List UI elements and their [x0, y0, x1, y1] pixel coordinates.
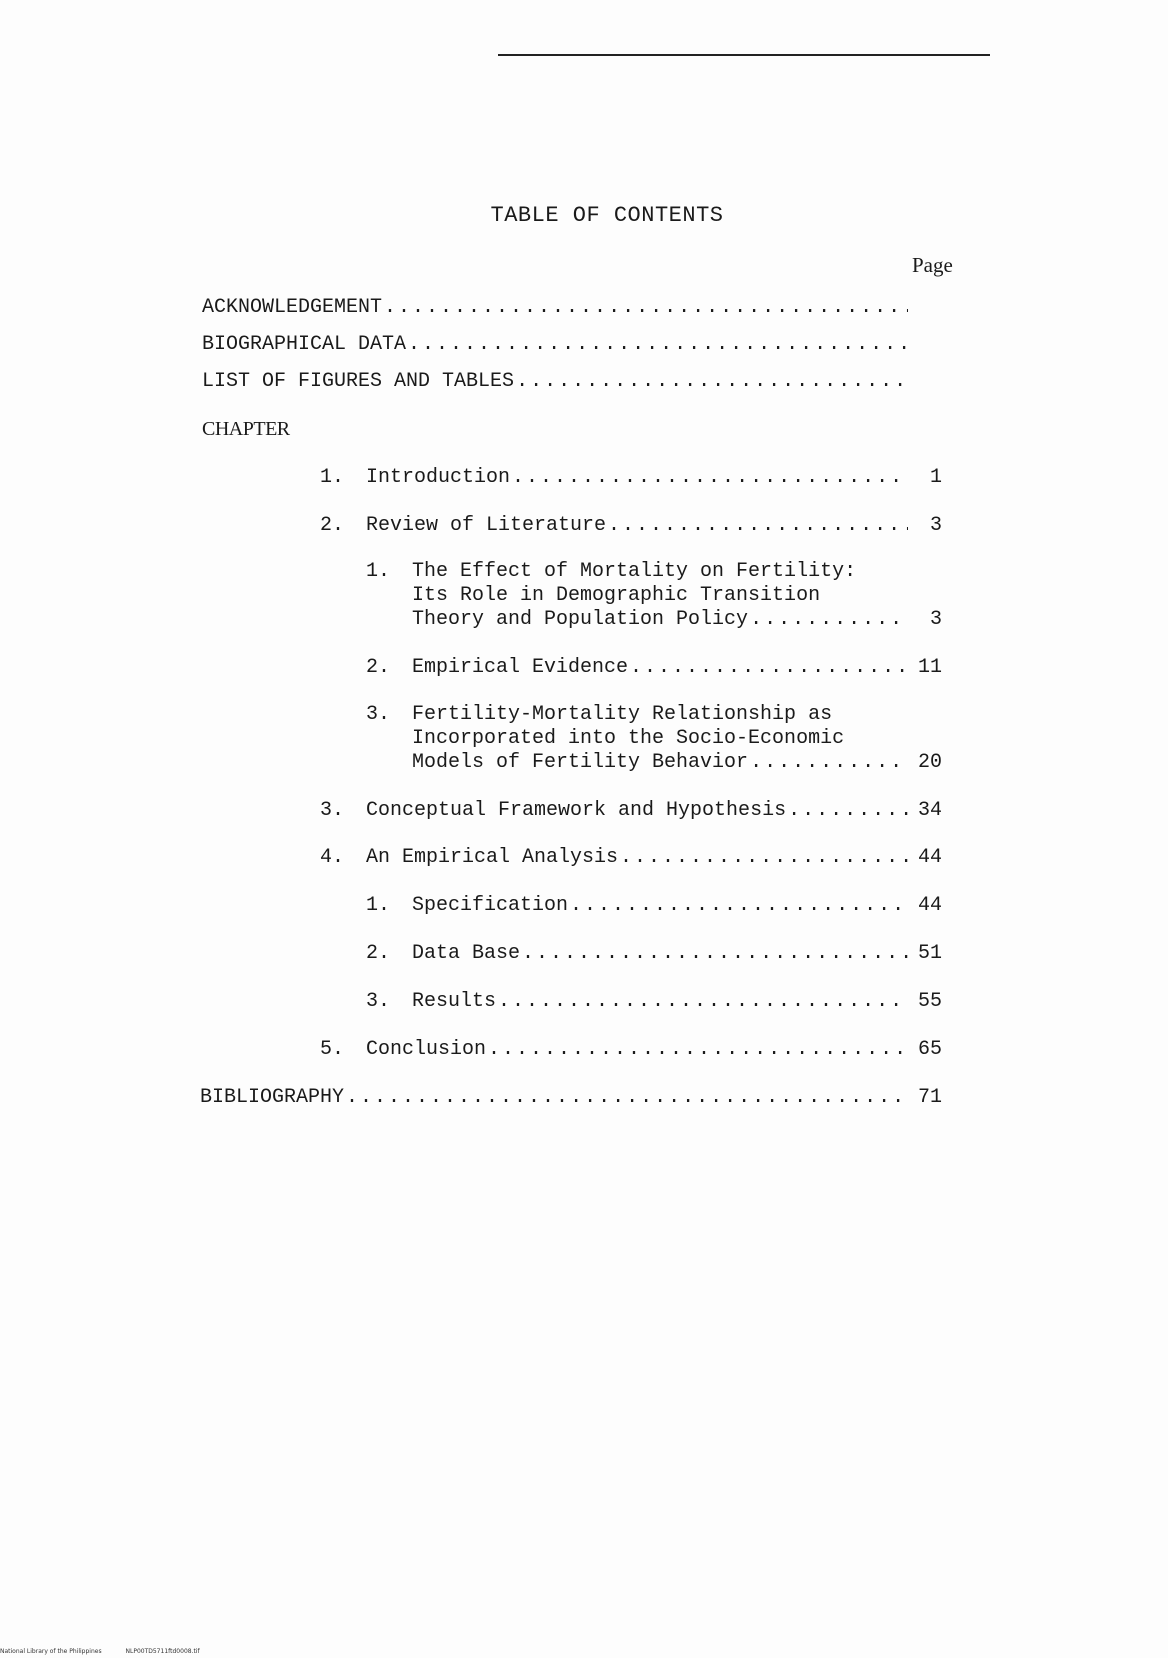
page-number: 34 [917, 799, 942, 822]
entry-number: 1. [320, 466, 345, 489]
entry-number: 4. [320, 846, 345, 869]
toc-entry-chapter-4 [320, 846, 908, 869]
toc-entry-label: Introduction [366, 466, 511, 489]
leader-dots [788, 799, 908, 822]
footer-filename: NLP00TD5711ftd0008.tif [125, 1648, 200, 1655]
leader-dots [608, 514, 908, 537]
toc-entry-chapter-3 [320, 799, 908, 822]
chapter-heading: CHAPTER [202, 418, 290, 440]
page-number: 11 [917, 656, 942, 679]
toc-entry-section-4-1 [366, 894, 908, 917]
toc-entry-section-2-3 [366, 703, 412, 727]
toc-entry-section-4-3 [366, 990, 908, 1013]
entry-number: 3. [366, 703, 391, 726]
toc-entry-label: An Empirical Analysis [366, 846, 619, 869]
leader-dots [516, 370, 908, 393]
page-number: 44 [917, 894, 942, 917]
entry-number: 2. [366, 942, 391, 965]
leader-dots [750, 608, 908, 631]
leader-dots [488, 1038, 908, 1061]
toc-entry-wrapped-label [412, 560, 856, 608]
toc-entry-last-line [412, 751, 908, 774]
entry-number: 3. [320, 799, 345, 822]
entry-number: 1. [366, 560, 391, 583]
toc-entry-list-of-figures [202, 370, 908, 393]
toc-entry-wrapped-label [412, 703, 844, 751]
leader-dots [512, 466, 908, 489]
page-number: 51 [917, 942, 942, 965]
toc-entry-biographical-data [202, 333, 908, 356]
leader-dots [408, 333, 908, 356]
toc-entry-label: Specification [412, 894, 569, 917]
toc-entry-label: LIST OF FIGURES AND TABLES [202, 370, 515, 393]
leader-dots [750, 751, 908, 774]
leader-dots [620, 846, 908, 869]
page-number: 1 [929, 466, 942, 489]
leader-dots [630, 656, 908, 679]
page-number: 3 [929, 514, 942, 537]
leader-dots [346, 1086, 908, 1109]
page-number: 65 [917, 1038, 942, 1061]
toc-entry-label: Conceptual Framework and Hypothesis [366, 799, 787, 822]
page-title: TABLE OF CONTENTS [490, 203, 724, 228]
top-rule [498, 54, 990, 56]
toc-entry-bibliography [200, 1086, 908, 1109]
toc-entry-label: Data Base [412, 942, 521, 965]
page-number: 55 [917, 990, 942, 1013]
toc-entry-section-4-2 [366, 942, 908, 965]
leader-dots [522, 942, 908, 965]
toc-entry-label-line: Its Role in Demographic Transition [412, 584, 821, 607]
toc-entry-label-line: Fertility-Mortality Relationship as [412, 703, 833, 726]
footer-library: National Library of the Philippines [0, 1648, 102, 1655]
toc-entry-label: Empirical Evidence [412, 656, 629, 679]
page-column-label: Page [912, 253, 953, 277]
entry-number: 2. [366, 656, 391, 679]
toc-entry-label: Conclusion [366, 1038, 487, 1061]
toc-entry-chapter-2 [320, 514, 908, 537]
entry-number: 1. [366, 894, 391, 917]
toc-entry-label-line: Incorporated into the Socio-Economic [412, 727, 845, 750]
toc-entry-label-line: The Effect of Mortality on Fertility: [412, 560, 857, 583]
leader-dots [384, 296, 908, 319]
toc-entry-label: BIBLIOGRAPHY [200, 1086, 345, 1109]
page-number: 71 [917, 1086, 942, 1109]
toc-entry-label: Theory and Population Policy [412, 608, 749, 631]
toc-entry-acknowledgement [202, 296, 908, 319]
entry-number: 5. [320, 1038, 345, 1061]
page-number: 44 [917, 846, 942, 869]
toc-entry-label: Models of Fertility Behavior [412, 751, 749, 774]
toc-entry-chapter-5 [320, 1038, 908, 1061]
toc-entry-label: Results [412, 990, 497, 1013]
toc-entry-label: Review of Literature [366, 514, 607, 537]
entry-number: 3. [366, 990, 391, 1013]
entry-number: 2. [320, 514, 345, 537]
leader-dots [498, 990, 908, 1013]
toc-entry-section-2-2 [366, 656, 908, 679]
toc-entry-last-line [412, 608, 908, 631]
toc-entry-label: ACKNOWLEDGEMENT [202, 296, 383, 319]
leader-dots [570, 894, 908, 917]
toc-entry-chapter-1 [320, 466, 908, 489]
toc-entry-label: BIOGRAPHICAL DATA [202, 333, 407, 356]
scan-footer [0, 1648, 222, 1655]
toc-entry-section-2-1 [366, 560, 412, 584]
page-number: 20 [917, 751, 942, 774]
page-number: 3 [929, 608, 942, 631]
